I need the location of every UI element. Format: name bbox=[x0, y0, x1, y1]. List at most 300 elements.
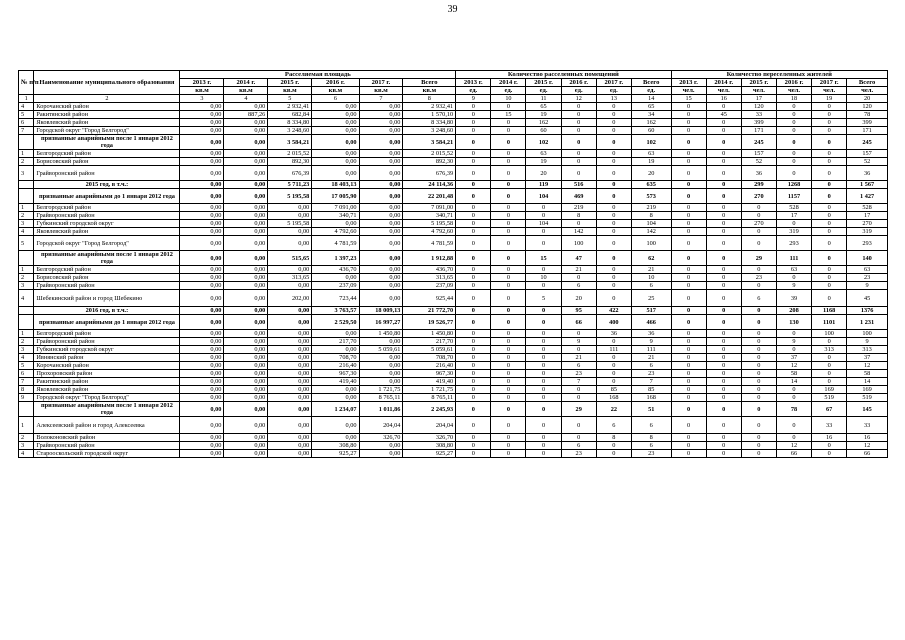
premises-value: 63 bbox=[631, 150, 671, 158]
area-value: 0,00 bbox=[268, 450, 312, 458]
premises-value: 10 bbox=[631, 274, 671, 282]
residents-value: 78 bbox=[847, 111, 888, 119]
column-number: 5 bbox=[268, 95, 312, 103]
premises-value: 102 bbox=[526, 135, 561, 150]
premises-value: 0 bbox=[491, 386, 526, 394]
residents-value: 33 bbox=[847, 417, 888, 434]
premises-value: 19 bbox=[526, 158, 561, 166]
area-value: 0,00 bbox=[224, 370, 268, 378]
residents-value: 0 bbox=[812, 212, 847, 220]
residents-value: 0 bbox=[671, 251, 706, 266]
residents-value: 0 bbox=[776, 386, 811, 394]
residents-value: 0 bbox=[812, 135, 847, 150]
premises-value: 0 bbox=[596, 204, 631, 212]
residents-value: 0 bbox=[671, 212, 706, 220]
municipality-name: Корочанский район bbox=[34, 362, 180, 370]
residents-value: 0 bbox=[741, 307, 776, 315]
premises-value: 0 bbox=[596, 158, 631, 166]
premises-value: 0 bbox=[491, 251, 526, 266]
table-row bbox=[19, 417, 888, 434]
residents-value: 0 bbox=[741, 266, 776, 274]
residents-value: 0 bbox=[706, 150, 741, 158]
year-header: 2015 г. bbox=[268, 79, 312, 87]
premises-value: 0 bbox=[456, 315, 491, 330]
area-value: 5 195,58 bbox=[268, 220, 312, 228]
table-row bbox=[19, 236, 888, 251]
residents-value: 171 bbox=[741, 127, 776, 135]
residents-value: 0 bbox=[812, 111, 847, 119]
table-body bbox=[19, 95, 888, 458]
area-value: 8 334,80 bbox=[268, 119, 312, 127]
residents-value: 0 bbox=[741, 212, 776, 220]
residents-value: 0 bbox=[706, 127, 741, 135]
residents-value: 0 bbox=[671, 450, 706, 458]
premises-value: 0 bbox=[456, 266, 491, 274]
area-value: 0,00 bbox=[224, 158, 268, 166]
area-value: 0,00 bbox=[180, 315, 224, 330]
area-value: 0,00 bbox=[180, 402, 224, 417]
area-value: 0,00 bbox=[268, 434, 312, 442]
premises-value: 0 bbox=[491, 378, 526, 386]
area-value: 0,00 bbox=[268, 402, 312, 417]
premises-value: 104 bbox=[526, 220, 561, 228]
premises-value: 100 bbox=[631, 236, 671, 251]
unit-header: чел. bbox=[706, 87, 741, 95]
residents-value: 0 bbox=[812, 282, 847, 290]
residents-value: 0 bbox=[812, 338, 847, 346]
table-row bbox=[19, 338, 888, 346]
area-value: 0,00 bbox=[180, 266, 224, 274]
residents-value: 0 bbox=[706, 346, 741, 354]
unit-header: чел. bbox=[741, 87, 776, 95]
area-value: 340,71 bbox=[403, 212, 456, 220]
premises-value: 0 bbox=[456, 282, 491, 290]
premises-value: 62 bbox=[631, 251, 671, 266]
column-number: 16 bbox=[706, 95, 741, 103]
row-number: 3 bbox=[19, 166, 34, 181]
year-header: 2013 г. bbox=[180, 79, 224, 87]
residents-value: 0 bbox=[706, 338, 741, 346]
residents-value: 0 bbox=[706, 307, 741, 315]
premises-value: 0 bbox=[561, 220, 596, 228]
column-number: 10 bbox=[491, 95, 526, 103]
residents-value: 0 bbox=[671, 150, 706, 158]
premises-value: 85 bbox=[631, 386, 671, 394]
premises-value: 29 bbox=[561, 402, 596, 417]
row-number bbox=[19, 251, 34, 266]
premises-value: 0 bbox=[456, 127, 491, 135]
row-number: 4 bbox=[19, 290, 34, 307]
residents-value: 9 bbox=[847, 282, 888, 290]
area-value: 3 248,60 bbox=[403, 127, 456, 135]
premises-value: 0 bbox=[456, 135, 491, 150]
premises-value: 0 bbox=[456, 307, 491, 315]
premises-value: 60 bbox=[631, 127, 671, 135]
year-header: 2015 г. bbox=[526, 79, 561, 87]
municipality-name: Городской округ "Город Белгород" bbox=[34, 236, 180, 251]
year-header: 2013 г. bbox=[671, 79, 706, 87]
residents-value: 1168 bbox=[812, 307, 847, 315]
area-value: 0,00 bbox=[224, 181, 268, 189]
premises-value: 0 bbox=[456, 212, 491, 220]
area-value: 0,00 bbox=[180, 370, 224, 378]
premises-value: 21 bbox=[631, 266, 671, 274]
premises-value: 0 bbox=[561, 111, 596, 119]
residents-value: 0 bbox=[812, 103, 847, 111]
area-value: 0,00 bbox=[268, 228, 312, 236]
area-value: 0,00 bbox=[224, 362, 268, 370]
residents-value: 12 bbox=[847, 362, 888, 370]
residents-value: 0 bbox=[812, 150, 847, 158]
residents-value: 100 bbox=[847, 330, 888, 338]
residents-value: 0 bbox=[706, 135, 741, 150]
premises-value: 0 bbox=[596, 150, 631, 158]
residents-value: 140 bbox=[847, 251, 888, 266]
area-value: 0,00 bbox=[180, 103, 224, 111]
column-number: 12 bbox=[561, 95, 596, 103]
residents-value: 0 bbox=[706, 282, 741, 290]
premises-value: 102 bbox=[631, 135, 671, 150]
premises-value: 111 bbox=[631, 346, 671, 354]
area-value: 0,00 bbox=[268, 204, 312, 212]
municipality-name: Белгородский район bbox=[34, 204, 180, 212]
year-header: 2017 г. bbox=[812, 79, 847, 87]
area-value: 0,00 bbox=[180, 119, 224, 127]
residents-value: 0 bbox=[741, 442, 776, 450]
area-value: 19 526,77 bbox=[403, 315, 456, 330]
column-number: 4 bbox=[224, 95, 268, 103]
area-value: 892,30 bbox=[268, 158, 312, 166]
area-value: 0,00 bbox=[312, 346, 359, 354]
residents-value: 208 bbox=[776, 307, 811, 315]
premises-value: 0 bbox=[561, 158, 596, 166]
premises-value: 0 bbox=[491, 158, 526, 166]
premises-value: 0 bbox=[526, 450, 561, 458]
year-header: 2014 г. bbox=[706, 79, 741, 87]
unit-header: ед. bbox=[561, 87, 596, 95]
residents-value: 0 bbox=[741, 346, 776, 354]
residents-value: 9 bbox=[847, 338, 888, 346]
area-value: 0,00 bbox=[224, 394, 268, 402]
area-value: 0,00 bbox=[359, 111, 403, 119]
residents-value: 0 bbox=[706, 166, 741, 181]
column-number: 7 bbox=[359, 95, 403, 103]
column-number: 9 bbox=[456, 95, 491, 103]
premises-value: 0 bbox=[526, 402, 561, 417]
residents-value: 0 bbox=[812, 370, 847, 378]
area-value: 967,30 bbox=[312, 370, 359, 378]
area-value: 3 248,60 bbox=[268, 127, 312, 135]
area-value: 708,70 bbox=[403, 354, 456, 362]
area-value: 7 091,00 bbox=[403, 204, 456, 212]
premises-value: 0 bbox=[456, 119, 491, 127]
row-number: 1 bbox=[19, 330, 34, 338]
unit-header: кв.м bbox=[403, 87, 456, 95]
municipality-name: Белгородский район bbox=[34, 266, 180, 274]
residents-value: 17 bbox=[847, 212, 888, 220]
table-row bbox=[19, 204, 888, 212]
premises-value: 8 bbox=[631, 434, 671, 442]
area-value: 0,00 bbox=[224, 450, 268, 458]
premises-value: 104 bbox=[631, 220, 671, 228]
premises-value: 0 bbox=[561, 274, 596, 282]
premises-value: 23 bbox=[561, 370, 596, 378]
premises-value: 0 bbox=[456, 378, 491, 386]
residents-value: 1376 bbox=[847, 307, 888, 315]
year-header: 2017 г. bbox=[359, 79, 403, 87]
header-residents-group: Количество переселенных жителей bbox=[671, 71, 887, 79]
premises-value: 0 bbox=[596, 274, 631, 282]
premises-value: 0 bbox=[596, 119, 631, 127]
area-value: 0,00 bbox=[312, 127, 359, 135]
residents-value: 0 bbox=[706, 434, 741, 442]
municipality-name: Ракитянский район bbox=[34, 111, 180, 119]
area-value: 676,39 bbox=[268, 166, 312, 181]
premises-value: 0 bbox=[526, 282, 561, 290]
residents-value: 0 bbox=[812, 354, 847, 362]
row-number: 2 bbox=[19, 212, 34, 220]
residents-value: 63 bbox=[776, 266, 811, 274]
residents-value: 0 bbox=[706, 330, 741, 338]
area-value: 8 334,80 bbox=[403, 119, 456, 127]
area-value: 0,00 bbox=[224, 220, 268, 228]
area-value: 0,00 bbox=[224, 442, 268, 450]
area-value: 4 781,59 bbox=[403, 236, 456, 251]
residents-value: 120 bbox=[847, 103, 888, 111]
premises-value: 0 bbox=[456, 274, 491, 282]
premises-value: 7 bbox=[561, 378, 596, 386]
row-number: 4 bbox=[19, 354, 34, 362]
premises-value: 0 bbox=[526, 378, 561, 386]
area-value: 0,00 bbox=[224, 282, 268, 290]
unit-header: ед. bbox=[526, 87, 561, 95]
premises-value: 15 bbox=[526, 251, 561, 266]
area-value: 723,44 bbox=[312, 290, 359, 307]
area-value: 0,00 bbox=[268, 338, 312, 346]
area-value: 1 450,80 bbox=[359, 330, 403, 338]
premises-value: 8 bbox=[561, 212, 596, 220]
table-row bbox=[19, 346, 888, 354]
area-value: 1 011,86 bbox=[359, 402, 403, 417]
area-value: 0,00 bbox=[359, 166, 403, 181]
area-value: 0,00 bbox=[180, 378, 224, 386]
area-value: 0,00 bbox=[359, 158, 403, 166]
municipality-name: Яковлевский район bbox=[34, 228, 180, 236]
column-number: 8 bbox=[403, 95, 456, 103]
area-value: 0,00 bbox=[180, 204, 224, 212]
area-value: 0,00 bbox=[180, 274, 224, 282]
area-value: 0,00 bbox=[312, 386, 359, 394]
area-value: 0,00 bbox=[224, 378, 268, 386]
column-number: 3 bbox=[180, 95, 224, 103]
residents-value: 0 bbox=[812, 251, 847, 266]
premises-value: 36 bbox=[631, 330, 671, 338]
residents-value: 78 bbox=[776, 402, 811, 417]
area-value: 0,00 bbox=[312, 119, 359, 127]
residents-value: 9 bbox=[776, 338, 811, 346]
residents-value: 0 bbox=[812, 290, 847, 307]
residents-value: 0 bbox=[776, 394, 811, 402]
residents-value: 0 bbox=[776, 158, 811, 166]
area-value: 0,00 bbox=[224, 290, 268, 307]
municipality-name: Грайворонский район bbox=[34, 166, 180, 181]
municipality-name: признанные аварийными до 1 января 2012 года bbox=[34, 315, 180, 330]
area-value: 0,00 bbox=[224, 212, 268, 220]
area-value: 0,00 bbox=[180, 290, 224, 307]
premises-value: 0 bbox=[491, 346, 526, 354]
area-value: 0,00 bbox=[180, 181, 224, 189]
area-value: 0,00 bbox=[180, 282, 224, 290]
row-number: 9 bbox=[19, 394, 34, 402]
row-number: 3 bbox=[19, 442, 34, 450]
premises-value: 0 bbox=[596, 442, 631, 450]
area-value: 925,44 bbox=[403, 290, 456, 307]
table-row bbox=[19, 150, 888, 158]
premises-value: 19 bbox=[631, 158, 671, 166]
table-row bbox=[19, 181, 888, 189]
residents-value: 0 bbox=[671, 189, 706, 204]
area-value: 0,00 bbox=[359, 135, 403, 150]
premises-value: 0 bbox=[491, 166, 526, 181]
premises-value: 219 bbox=[631, 204, 671, 212]
premises-value: 0 bbox=[596, 228, 631, 236]
residents-value: 0 bbox=[812, 166, 847, 181]
area-value: 0,00 bbox=[312, 394, 359, 402]
column-number: 15 bbox=[671, 95, 706, 103]
row-number: 6 bbox=[19, 119, 34, 127]
area-value: 0,00 bbox=[268, 315, 312, 330]
premises-value: 23 bbox=[631, 370, 671, 378]
table-row bbox=[19, 315, 888, 330]
residents-value: 0 bbox=[812, 204, 847, 212]
unit-header: кв.м bbox=[268, 87, 312, 95]
area-value: 216,40 bbox=[403, 362, 456, 370]
municipality-name: Губкинский городской округ bbox=[34, 346, 180, 354]
premises-value: 0 bbox=[561, 135, 596, 150]
table-row bbox=[19, 354, 888, 362]
residents-value: 0 bbox=[671, 370, 706, 378]
residents-value: 0 bbox=[706, 442, 741, 450]
residents-value: 120 bbox=[741, 103, 776, 111]
municipality-name: Белгородский район bbox=[34, 150, 180, 158]
residents-value: 0 bbox=[671, 338, 706, 346]
table-row bbox=[19, 370, 888, 378]
row-number: 8 bbox=[19, 386, 34, 394]
premises-value: 51 bbox=[631, 402, 671, 417]
area-value: 1 912,88 bbox=[403, 251, 456, 266]
residents-value: 0 bbox=[741, 402, 776, 417]
residents-value: 319 bbox=[847, 228, 888, 236]
area-value: 217,70 bbox=[403, 338, 456, 346]
premises-value: 0 bbox=[561, 346, 596, 354]
row-number: 4 bbox=[19, 450, 34, 458]
area-value: 0,00 bbox=[268, 394, 312, 402]
residents-value: 0 bbox=[671, 135, 706, 150]
premises-value: 469 bbox=[561, 189, 596, 204]
premises-value: 5 bbox=[526, 290, 561, 307]
premises-value: 6 bbox=[561, 442, 596, 450]
residents-value: 0 bbox=[812, 189, 847, 204]
premises-value: 0 bbox=[491, 204, 526, 212]
premises-value: 0 bbox=[596, 220, 631, 228]
area-value: 0,00 bbox=[180, 166, 224, 181]
municipality-name: признанные аварийными после 1 января 2012 года bbox=[34, 135, 180, 150]
premises-value: 19 bbox=[526, 111, 561, 119]
residents-value: 270 bbox=[741, 220, 776, 228]
unit-header: чел. bbox=[776, 87, 811, 95]
page-number: 39 bbox=[447, 4, 458, 15]
area-value: 0,00 bbox=[268, 386, 312, 394]
residents-value: 1 231 bbox=[847, 315, 888, 330]
area-value: 0,00 bbox=[359, 266, 403, 274]
area-value: 0,00 bbox=[359, 228, 403, 236]
area-value: 1 721,75 bbox=[359, 386, 403, 394]
premises-value: 0 bbox=[491, 212, 526, 220]
residents-value: 0 bbox=[812, 266, 847, 274]
premises-value: 21 bbox=[561, 354, 596, 362]
residents-value: 0 bbox=[671, 103, 706, 111]
premises-value: 0 bbox=[491, 354, 526, 362]
residents-value: 0 bbox=[671, 158, 706, 166]
residents-value: 0 bbox=[706, 394, 741, 402]
area-value: 3 584,21 bbox=[403, 135, 456, 150]
unit-header: чел. bbox=[812, 87, 847, 95]
area-value: 0,00 bbox=[224, 346, 268, 354]
area-value: 0,00 bbox=[312, 135, 359, 150]
premises-value: 0 bbox=[491, 307, 526, 315]
residents-value: 0 bbox=[706, 228, 741, 236]
area-value: 0,00 bbox=[359, 103, 403, 111]
residents-value: 157 bbox=[847, 150, 888, 158]
premises-value: 65 bbox=[631, 103, 671, 111]
area-value: 237,09 bbox=[312, 282, 359, 290]
residents-value: 9 bbox=[776, 282, 811, 290]
area-value: 0,00 bbox=[268, 282, 312, 290]
area-value: 0,00 bbox=[312, 220, 359, 228]
row-number: 4 bbox=[19, 228, 34, 236]
unit-header: кв.м bbox=[359, 87, 403, 95]
residents-value: 67 bbox=[812, 402, 847, 417]
area-value: 0,00 bbox=[180, 307, 224, 315]
premises-value: 0 bbox=[561, 127, 596, 135]
premises-value: 63 bbox=[526, 150, 561, 158]
residents-value: 0 bbox=[812, 442, 847, 450]
area-value: 0,00 bbox=[359, 212, 403, 220]
premises-value: 22 bbox=[596, 402, 631, 417]
residents-value: 0 bbox=[812, 181, 847, 189]
area-value: 0,00 bbox=[224, 338, 268, 346]
premises-value: 0 bbox=[561, 330, 596, 338]
premises-value: 20 bbox=[631, 166, 671, 181]
area-value: 326,70 bbox=[359, 434, 403, 442]
column-number: 17 bbox=[741, 95, 776, 103]
area-value: 419,40 bbox=[403, 378, 456, 386]
year-header: 2016 г. bbox=[776, 79, 811, 87]
area-value: 1 721,75 bbox=[403, 386, 456, 394]
residents-value: 0 bbox=[741, 315, 776, 330]
area-value: 21 772,70 bbox=[403, 307, 456, 315]
residents-value: 33 bbox=[812, 417, 847, 434]
residents-value: 0 bbox=[671, 442, 706, 450]
area-value: 237,09 bbox=[403, 282, 456, 290]
residents-value: 0 bbox=[776, 434, 811, 442]
premises-value: 0 bbox=[491, 290, 526, 307]
residents-value: 6 bbox=[741, 290, 776, 307]
unit-header: ед. bbox=[631, 87, 671, 95]
residents-value: 100 bbox=[812, 330, 847, 338]
area-value: 3 763,57 bbox=[312, 307, 359, 315]
residents-value: 0 bbox=[706, 378, 741, 386]
